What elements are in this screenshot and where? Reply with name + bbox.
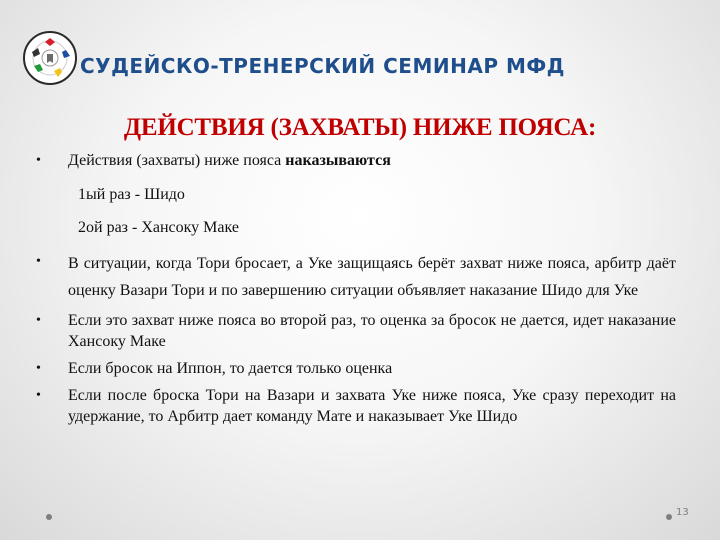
bullet-text: В ситуации, когда Тори бросает, а Уке защищаясь берёт захват ниже пояса, арбитр даёт оценку Вазари Тори и по завершению ситуации объявляет наказание Шидо для Уке	[68, 255, 676, 299]
bullet-item	[36, 251, 676, 304]
slide-content	[36, 150, 676, 427]
bullet-item	[36, 385, 676, 427]
bullet-icon: •	[36, 388, 41, 403]
bullet-icon: •	[36, 313, 41, 328]
federation-logo	[22, 30, 78, 86]
bullet-text: Если после броска Тори на Вазари и захвата Уке ниже пояса, Уке сразу переходит на удержание, то Арбитр дает команду Мате и наказывает Уке Шидо	[68, 387, 676, 425]
footer-left-dot	[46, 514, 52, 520]
footer-right-dot	[666, 514, 672, 520]
page-number: 13	[676, 507, 689, 518]
bullet-text: Действия (захваты) ниже пояса	[68, 152, 286, 169]
bullet-item	[36, 358, 676, 379]
sub-item-second-time: 2ой раз - Хансоку Маке	[78, 219, 239, 236]
bullet-icon: •	[36, 254, 41, 269]
bullet-text-bold: наказываются	[285, 152, 391, 169]
bullet-item	[36, 310, 676, 352]
bullet-icon: •	[36, 153, 41, 168]
bullet-text: Если это захват ниже пояса во второй раз, то оценка за бросок не дается, идет наказание Хансоку Маке	[68, 312, 676, 350]
bullet-item	[36, 150, 676, 171]
bullet-icon: •	[36, 361, 41, 376]
bullet-text: Если бросок на Иппон, то дается только оценка	[68, 360, 393, 377]
header-title: СУДЕЙСКО-ТРЕНЕРСКИЙ СЕМИНАР МФД	[80, 54, 565, 78]
slide-title: ДЕЙСТВИЯ (ЗАХВАТЫ) НИЖЕ ПОЯСА:	[123, 114, 597, 141]
sub-item-first-time: 1ый раз - Шидо	[78, 186, 185, 203]
